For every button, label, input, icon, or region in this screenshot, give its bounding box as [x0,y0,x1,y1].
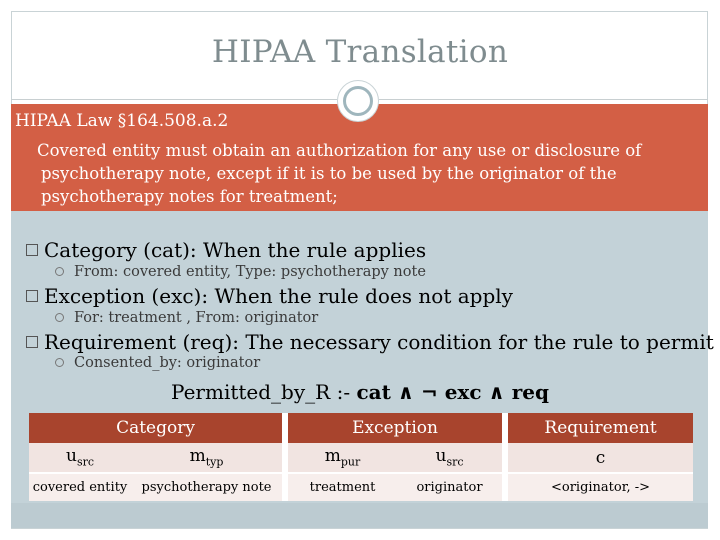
bullet-requirement [26,330,714,354]
circle-bullet-icon [55,267,64,276]
cell-originator: originator [397,473,502,501]
bottom-strip [11,503,708,528]
slide-title: HIPAA Translation [211,34,509,70]
formula-and-not: ∧ ¬ [390,380,445,404]
law-text: Covered entity must obtain an authorization for any use or disclosure of psychotherapy note, except if it is to be used by the originator of the psychotherapy notes for treatment; [37,141,642,206]
subheader-m-pur: $m_{pur}$ [288,443,397,473]
table-subheader-row [29,443,693,473]
sub-bullet-exception [55,310,318,326]
table-row [29,473,693,501]
header-requirement: Requirement [508,413,693,443]
sub-bullet-exception-text: For: treatment , From: originator [74,310,319,326]
table-header-row [29,413,693,443]
law-heading: HIPAA Law §164.508.a.2 [15,111,229,131]
cell-treatment: treatment [288,473,397,501]
subheader-u-src: $u_{src}$ [29,443,131,473]
square-bullet-icon [26,336,38,348]
formula-and: ∧ [481,380,512,404]
square-bullet-icon [26,290,38,302]
square-bullet-icon [26,244,38,256]
bullet-exception [26,284,513,308]
formula-cat: cat [356,380,391,404]
bullet-requirement-text: Requirement (req): The necessary condition for the rule to permit [44,330,714,354]
rule-formula [0,380,720,404]
circle-bullet-icon [55,313,64,322]
sub-bullet-category [55,264,426,280]
title-divider-right [379,99,708,100]
sub-bullet-requirement-text: Consented_by: originator [74,355,261,371]
formula-prefix: Permitted_by_R :- [171,380,357,404]
title-divider-left [11,99,337,100]
bullet-category-text: Category (cat): When the rule applies [44,238,427,262]
header-exception: Exception [288,413,502,443]
subheader-u-src-2: $u_{src}$ [397,443,502,473]
translation-table [29,413,693,501]
bullet-exception-text: Exception (exc): When the rule does not apply [44,284,513,308]
sub-bullet-category-text: From: covered entity, Type: psychotherapy note [74,264,426,280]
subheader-m-typ: $m_{typ}$ [131,443,282,473]
cell-consent: <originator, -> [508,473,693,501]
cell-covered-entity: covered entity [29,473,131,501]
circle-bullet-icon [55,358,64,367]
bullet-category [26,238,426,262]
formula-exc: exc [444,380,482,404]
subheader-c: c [508,443,693,473]
divider-circle-icon [337,80,379,122]
sub-bullet-requirement [55,355,260,371]
formula-req: req [511,380,549,404]
cell-psychotherapy-note: psychotherapy note [131,473,282,501]
header-category: Category [29,413,282,443]
